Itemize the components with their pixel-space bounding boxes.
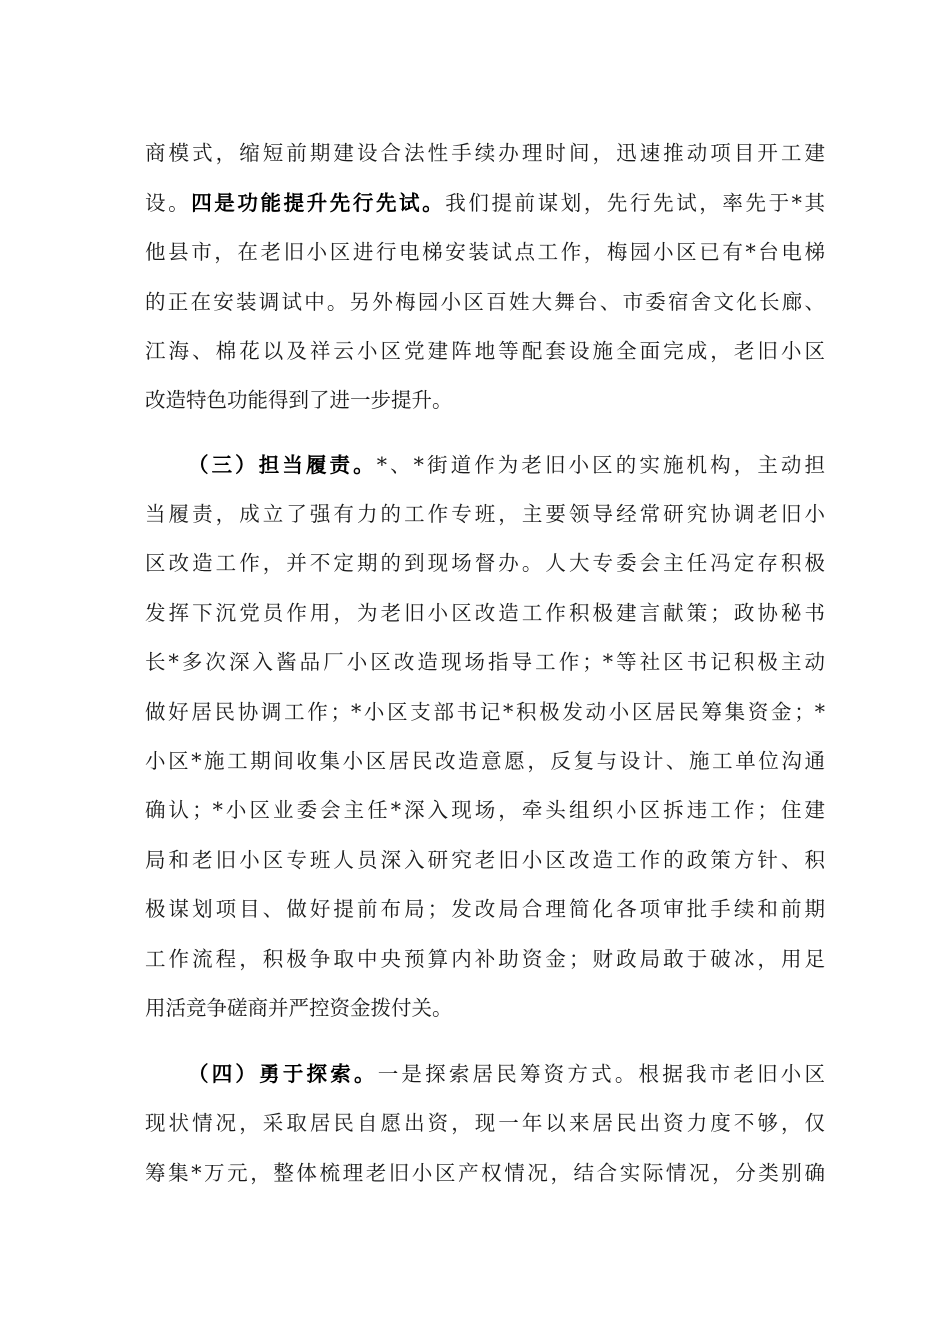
text-line	[145, 840, 825, 880]
text-segment: 区改造工作，并不定期的到现场督办。人大专委会主任冯定存积极	[145, 551, 825, 575]
text-segment: 确认；*小区业委会主任*深入现场，牵头组织小区拆违工作；住建	[145, 798, 825, 822]
text-line	[145, 494, 825, 534]
bold-heading-segment: 四是功能提升先行先试。	[191, 191, 446, 215]
text-segment: 我们提前谋划，先行先试，率先于*其	[445, 191, 826, 215]
text-segment: 当履责，成立了强有力的工作专班，主要领导经常研究协调老旧小	[145, 502, 825, 526]
text-line	[145, 331, 825, 371]
text-segment: 工作流程，积极争取中央预算内补助资金；财政局敢于破冰，用足	[145, 947, 825, 971]
text-line	[145, 642, 825, 682]
text-line	[145, 692, 825, 732]
text-line	[145, 790, 825, 830]
text-segment: 的正在安装调试中。另外梅园小区百姓大舞台、市委宿舍文化长廊、	[145, 290, 825, 314]
text-segment: *、*街道作为老旧小区的实施机构，主动担	[376, 453, 826, 477]
text-segment: 设。	[145, 191, 192, 215]
bold-heading-segment: （四）勇于探索。	[188, 1062, 378, 1086]
text-segment: 长*多次深入酱品厂小区改造现场指导工作；*等社区书记积极主动	[145, 650, 825, 674]
text-line	[188, 1054, 825, 1094]
text-line	[145, 543, 825, 583]
text-segment: 一是探索居民筹资方式。根据我市老旧小区	[377, 1062, 826, 1086]
text-line	[145, 1103, 825, 1143]
text-segment: 改造特色功能得到了进一步提升。	[145, 388, 453, 412]
text-line	[145, 988, 825, 1028]
text-line	[145, 741, 825, 781]
text-segment: 小区*施工期间收集小区居民改造意愿，反复与设计、施工单位沟通	[145, 749, 825, 773]
bold-heading-segment: （三）担当履责。	[188, 453, 377, 477]
text-line	[145, 183, 825, 223]
text-segment: 局和老旧小区专班人员深入研究老旧小区改造工作的政策方针、积	[145, 848, 825, 872]
text-line	[145, 133, 825, 173]
text-line	[188, 445, 825, 485]
text-segment: 极谋划项目、做好提前布局；发改局合理简化各项审批手续和前期	[145, 897, 825, 921]
text-line	[145, 282, 825, 322]
text-line	[145, 939, 825, 979]
text-segment: 筹集*万元，整体梳理老旧小区产权情况，结合实际情况，分类别确	[145, 1161, 825, 1185]
text-line	[145, 380, 825, 420]
text-line	[145, 232, 825, 272]
text-segment: 商模式，缩短前期建设合法性手续办理时间，迅速推动项目开工建	[145, 141, 825, 165]
text-line	[145, 1153, 825, 1193]
text-segment: 他县市，在老旧小区进行电梯安装试点工作，梅园小区已有*台电梯	[145, 240, 825, 264]
text-segment: 现状情况，采取居民自愿出资，现一年以来居民出资力度不够，仅	[145, 1111, 825, 1135]
text-segment: 做好居民协调工作；*小区支部书记*积极发动小区居民筹集资金；*	[145, 700, 825, 724]
text-line	[145, 593, 825, 633]
text-line	[145, 889, 825, 929]
text-segment: 发挥下沉党员作用，为老旧小区改造工作积极建言献策；政协秘书	[145, 601, 825, 625]
text-segment: 江海、棉花以及祥云小区党建阵地等配套设施全面完成，老旧小区	[145, 339, 825, 363]
text-segment: 用活竞争磋商并严控资金拨付关。	[145, 996, 453, 1020]
